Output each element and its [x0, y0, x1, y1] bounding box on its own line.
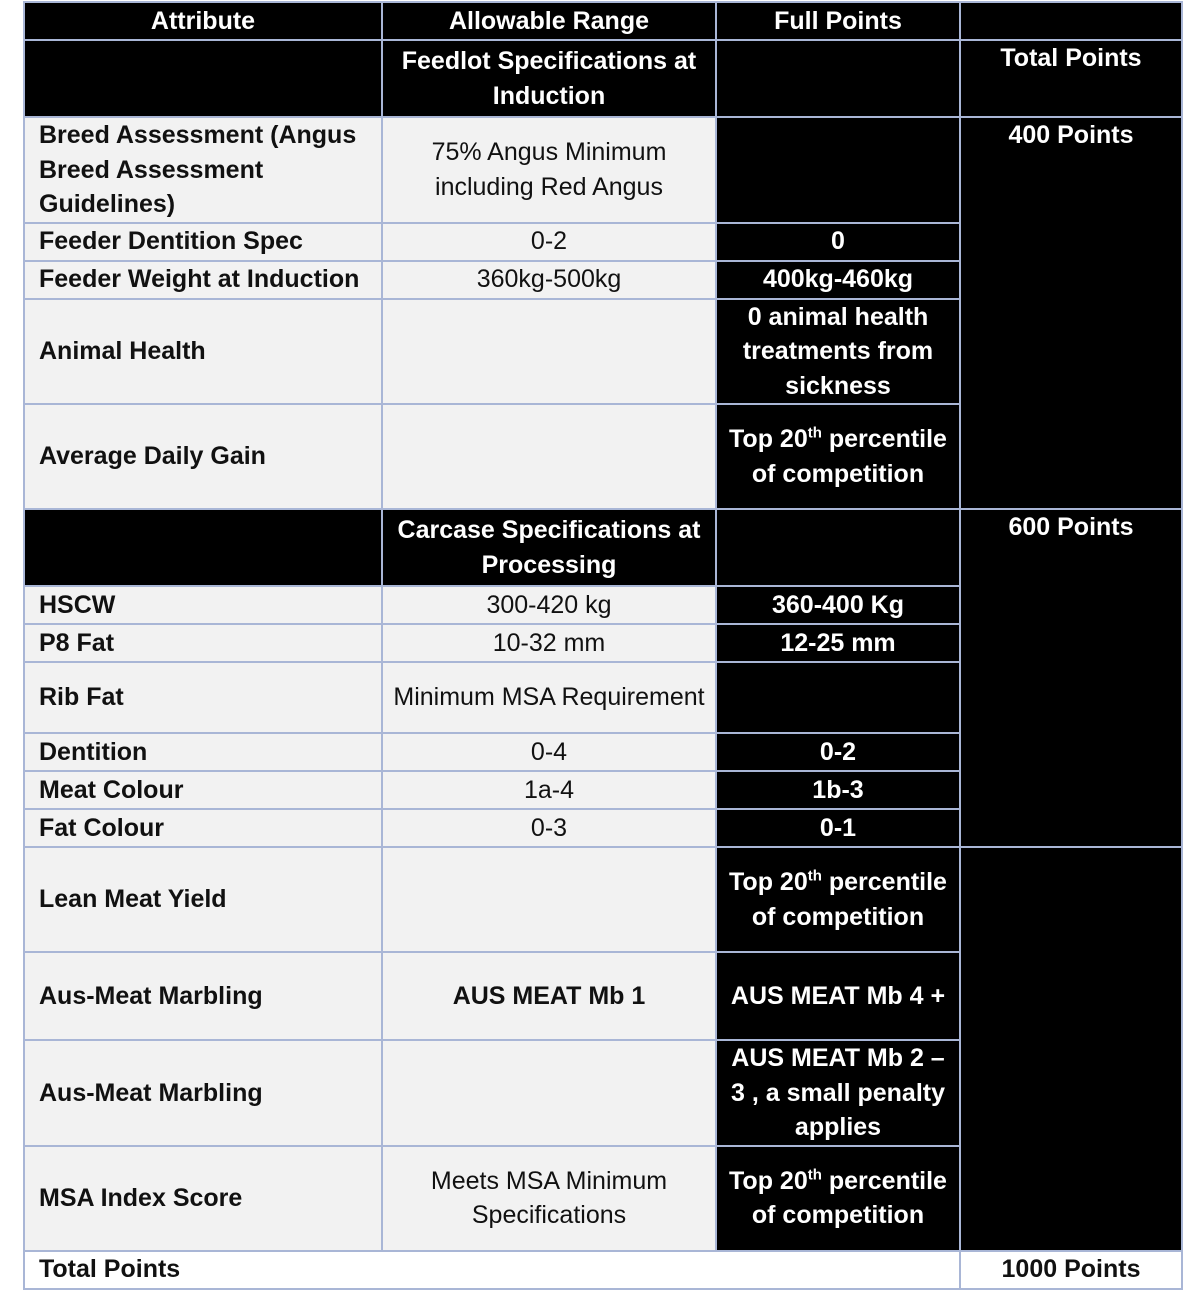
section-blank-right	[716, 40, 960, 117]
attribute-cell: Feeder Dentition Spec	[24, 223, 382, 261]
range-cell	[382, 404, 716, 509]
full-points-cell: 12-25 mm	[716, 624, 960, 662]
range-cell: Minimum MSA Requirement	[382, 662, 716, 733]
attribute-cell: P8 Fat	[24, 624, 382, 662]
full-points-cell: AUS MEAT Mb 2 – 3 , a small penalty applies	[716, 1040, 960, 1146]
attribute-cell: Aus-Meat Marbling	[24, 952, 382, 1040]
attribute-cell: Meat Colour	[24, 771, 382, 809]
section-blank-left	[24, 40, 382, 117]
full-points-cell: Top 20th percentile of competition	[716, 1146, 960, 1251]
full-points-cell: Top 20th percentile of competition	[716, 847, 960, 952]
full-points-cell: Top 20th percentile of competition	[716, 404, 960, 509]
full-points-cell: 0	[716, 223, 960, 261]
total-label: Total Points	[24, 1251, 960, 1289]
header-empty	[960, 2, 1182, 40]
range-cell: 360kg-500kg	[382, 261, 716, 299]
total-row	[24, 1251, 1182, 1289]
total-value: 1000 Points	[960, 1251, 1182, 1289]
carcase-total-blank	[960, 847, 1182, 1251]
attribute-cell: Aus-Meat Marbling	[24, 1040, 382, 1146]
feedlot-section-title: Feedlot Specifications at Induction	[382, 40, 716, 117]
attribute-cell: Dentition	[24, 733, 382, 771]
carcase-section-row	[24, 509, 1182, 586]
section-blank-right	[716, 509, 960, 586]
full-points-cell: 360-400 Kg	[716, 586, 960, 624]
section-blank-left	[24, 509, 382, 586]
table-row	[24, 847, 1182, 952]
header-total-points: Total Points	[960, 40, 1182, 117]
attribute-cell: Lean Meat Yield	[24, 847, 382, 952]
attribute-cell: Rib Fat	[24, 662, 382, 733]
header-attribute: Attribute	[24, 2, 382, 40]
attribute-cell: Average Daily Gain	[24, 404, 382, 509]
range-cell: AUS MEAT Mb 1	[382, 952, 716, 1040]
full-points-cell: 0-2	[716, 733, 960, 771]
range-cell	[382, 299, 716, 405]
header-allowable-range: Allowable Range	[382, 2, 716, 40]
attribute-cell: Animal Health	[24, 299, 382, 405]
full-points-cell	[716, 117, 960, 223]
range-cell	[382, 1040, 716, 1146]
feedlot-total-points: 400 Points	[960, 117, 1182, 509]
full-points-cell: 0 animal health treatments from sickness	[716, 299, 960, 405]
table-row	[24, 117, 1182, 223]
full-points-cell: 0-1	[716, 809, 960, 847]
carcase-total-points: 600 Points	[960, 509, 1182, 847]
attribute-cell: Breed Assessment (Angus Breed Assessment Guidelines)	[24, 117, 382, 223]
carcase-section-title: Carcase Specifications at Processing	[382, 509, 716, 586]
attribute-cell: HSCW	[24, 586, 382, 624]
full-points-cell	[716, 662, 960, 733]
range-cell: 75% Angus Minimum including Red Angus	[382, 117, 716, 223]
range-cell: Meets MSA Minimum Specifications	[382, 1146, 716, 1251]
range-cell: 0-4	[382, 733, 716, 771]
full-points-cell: 400kg-460kg	[716, 261, 960, 299]
range-cell: 1a-4	[382, 771, 716, 809]
header-row	[24, 2, 1182, 40]
attribute-cell: MSA Index Score	[24, 1146, 382, 1251]
header-full-points: Full Points	[716, 2, 960, 40]
range-cell: 10-32 mm	[382, 624, 716, 662]
range-cell	[382, 847, 716, 952]
range-cell: 0-3	[382, 809, 716, 847]
attribute-cell: Feeder Weight at Induction	[24, 261, 382, 299]
specifications-table	[23, 1, 1183, 1290]
range-cell: 300-420 kg	[382, 586, 716, 624]
full-points-cell: AUS MEAT Mb 4 +	[716, 952, 960, 1040]
full-points-cell: 1b-3	[716, 771, 960, 809]
range-cell: 0-2	[382, 223, 716, 261]
attribute-cell: Fat Colour	[24, 809, 382, 847]
feedlot-section-row	[24, 40, 1182, 117]
